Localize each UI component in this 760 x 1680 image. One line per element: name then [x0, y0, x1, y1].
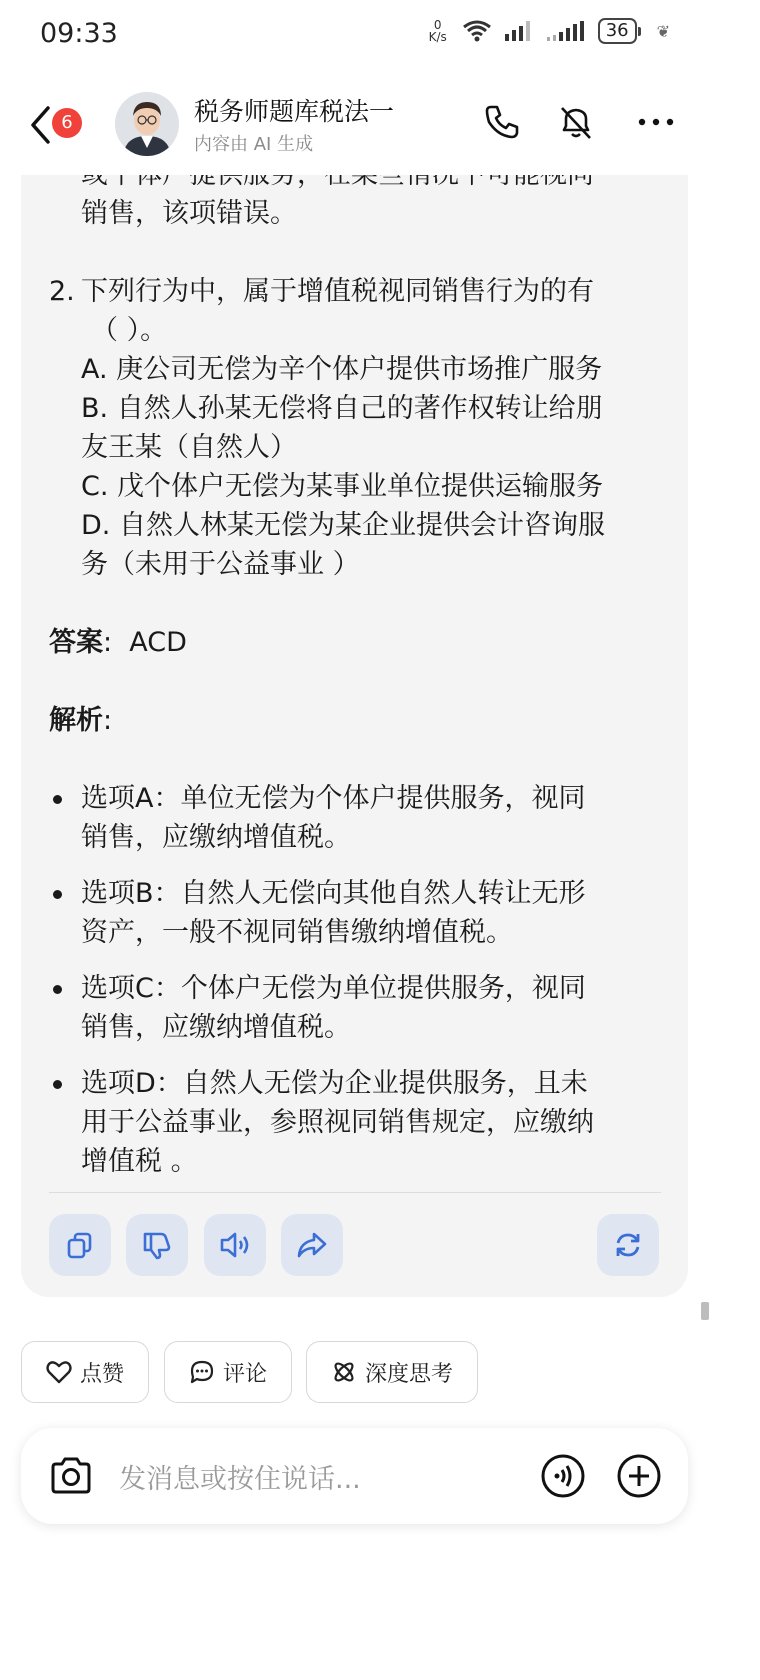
mute-icon — [556, 102, 596, 142]
analysis-item-line: 资产，一般不视同销售缴纳增值税。 — [81, 917, 513, 948]
question-stem-line2: （ ）。 — [91, 315, 168, 346]
call-button[interactable] — [482, 102, 522, 142]
chat-header — [0, 70, 710, 175]
read-aloud-button[interactable] — [204, 1214, 266, 1276]
unread-badge: 6 — [52, 108, 82, 138]
analysis-item-line: 选项B：自然人无偿向其他自然人转让无形 — [81, 878, 586, 909]
bullet-dot — [53, 1080, 62, 1089]
status-time: 09:33 — [40, 18, 118, 49]
share-button[interactable] — [281, 1214, 343, 1276]
analysis-item — [49, 1064, 661, 1181]
analysis-item-line: 增值税 。 — [81, 1146, 198, 1177]
leaf-icon: ❦ — [656, 21, 670, 41]
option-a: A. 庚公司无偿为辛个体户提供市场推广服务 — [81, 354, 603, 385]
question-number: 2. — [49, 276, 75, 307]
analysis-item-line: 销售，应缴纳增值税。 — [81, 822, 351, 853]
deep-think-chip-label: 深度思考 — [364, 1361, 453, 1387]
answer-line — [49, 623, 661, 662]
message-content — [49, 145, 661, 1181]
comment-chip[interactable] — [164, 1341, 292, 1403]
analysis-item-line: 选项D：自然人无偿为企业提供服务，且未 — [81, 1068, 588, 1099]
analysis-separator: : — [103, 705, 113, 736]
battery-icon — [598, 18, 641, 44]
signal-icon — [546, 20, 586, 42]
comment-icon — [189, 1359, 215, 1385]
ai-disclaimer: 内容由 AI 生成 — [194, 134, 314, 155]
bullet-dot — [53, 985, 62, 994]
chat-title: 税务师题库税法一 — [194, 97, 395, 126]
dislike-icon — [141, 1229, 173, 1261]
deep-think-icon — [331, 1359, 357, 1385]
heart-icon — [46, 1360, 72, 1384]
wifi-icon — [462, 19, 492, 43]
status-bar — [0, 0, 710, 70]
signal-icon — [504, 20, 534, 42]
analysis-item — [49, 779, 661, 857]
answer-label: 答案 — [49, 627, 103, 658]
message-card — [21, 145, 688, 1297]
analysis-item — [49, 874, 661, 952]
status-icons — [426, 18, 670, 44]
option-b: B. 自然人孙某无偿将自己的著作权转让给朋 — [81, 393, 603, 424]
question-stem-line1: 下列行为中，属于增值税视同销售行为的有 — [81, 276, 594, 307]
share-icon — [296, 1230, 328, 1260]
dislike-button[interactable] — [126, 1214, 188, 1276]
like-chip-label: 点赞 — [79, 1361, 124, 1387]
back-button[interactable] — [28, 100, 88, 148]
option-c: C. 戊个体户无偿为某事业单位提供运输服务 — [81, 471, 604, 502]
bullet-dot — [53, 890, 62, 899]
option-d: D. 自然人林某无偿为某企业提供会计咨询服 — [81, 510, 605, 541]
network-speed — [426, 19, 450, 43]
analysis-line — [49, 701, 661, 740]
option-d-cont: 务（未用于公益事业 ） — [81, 549, 360, 580]
regenerate-button[interactable] — [597, 1214, 659, 1276]
regenerate-icon — [612, 1229, 644, 1261]
analysis-item — [49, 969, 661, 1047]
voice-icon — [539, 1452, 587, 1500]
analysis-item-line: 销售，应缴纳增值税。 — [81, 1012, 351, 1043]
voice-button[interactable] — [539, 1452, 587, 1500]
network-speed-value: 0 — [433, 18, 442, 32]
message-input-bar — [21, 1428, 688, 1524]
question-block — [49, 272, 661, 584]
copy-icon — [65, 1230, 95, 1260]
camera-icon — [47, 1452, 95, 1500]
more-button[interactable] — [636, 102, 676, 142]
scroll-indicator[interactable] — [701, 1302, 709, 1320]
analysis-item-line: 用于公益事业，参照视同销售规定，应缴纳 — [81, 1107, 594, 1138]
divider — [49, 1192, 661, 1193]
message-input[interactable]: 发消息或按住说话... — [119, 1464, 361, 1495]
add-icon — [615, 1452, 663, 1500]
partial-line-end: 销售，该项错误。 — [81, 198, 297, 229]
network-speed-unit: K/s — [428, 30, 447, 44]
speaker-icon — [218, 1229, 252, 1261]
answer-value: ACD — [129, 627, 187, 658]
comment-chip-label: 评论 — [222, 1361, 267, 1387]
like-chip[interactable] — [21, 1341, 149, 1403]
more-icon — [636, 102, 676, 142]
bullet-dot — [53, 795, 62, 804]
camera-button[interactable] — [47, 1452, 95, 1500]
copy-button[interactable] — [49, 1214, 111, 1276]
avatar-image — [115, 92, 179, 156]
analysis-item-line: 选项A：单位无偿为个体户提供服务，视同 — [81, 783, 586, 814]
avatar[interactable] — [115, 92, 179, 156]
analysis-item-line: 选项C：个体户无偿为单位提供服务，视同 — [81, 973, 586, 1004]
analysis-label: 解析 — [49, 705, 103, 736]
battery-tip — [638, 27, 641, 36]
answer-separator: : — [103, 627, 113, 658]
battery-level: 36 — [598, 18, 637, 44]
mute-button[interactable] — [556, 102, 596, 142]
phone-icon — [482, 102, 522, 142]
option-b-cont: 友王某（自然人） — [81, 432, 297, 463]
back-icon — [28, 104, 54, 146]
deep-think-chip[interactable] — [306, 1341, 478, 1403]
add-button[interactable] — [615, 1452, 663, 1500]
